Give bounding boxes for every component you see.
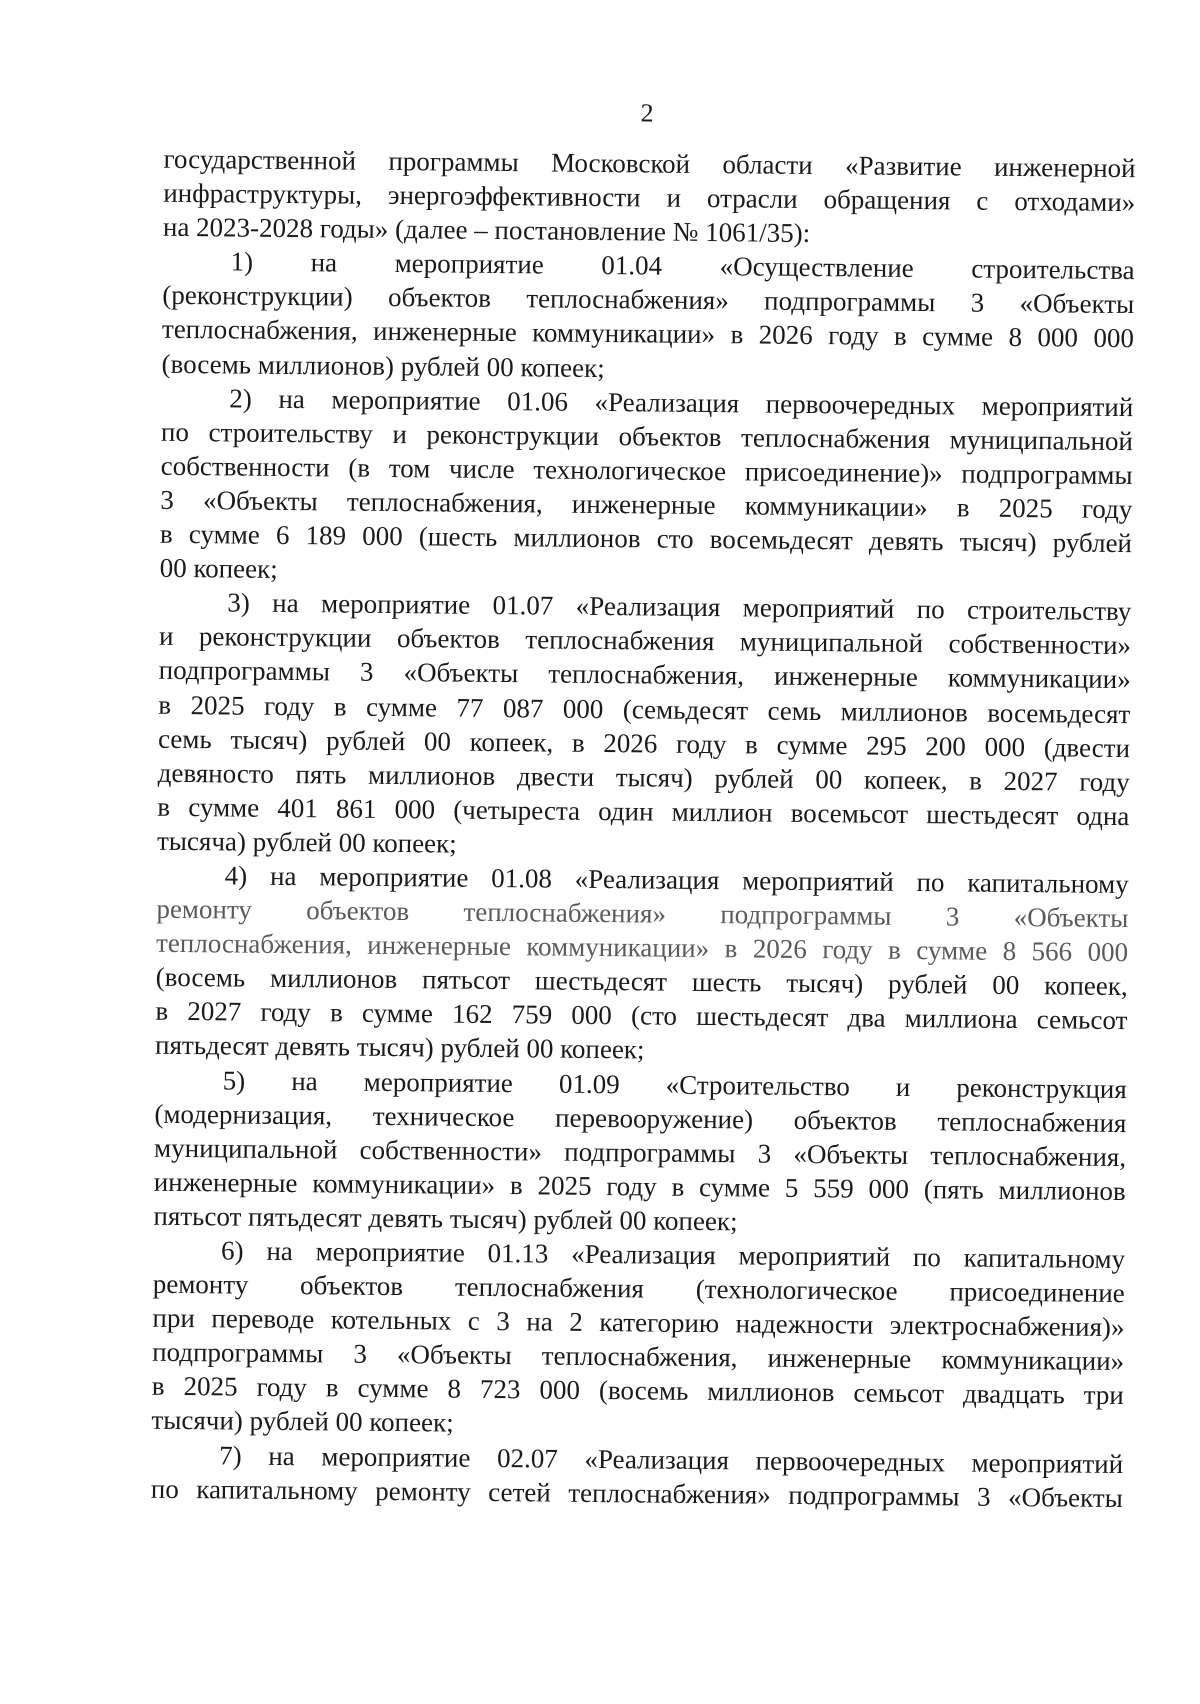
- text-line: 3) на мероприятие 01.07 «Реализация мероприятий по строительству: [227, 587, 1132, 627]
- text-line: в сумме 401 861 000 (четыреста один миллион восемьсот шестьдесят одна: [157, 791, 1130, 831]
- text-line: инфраструктуры, энергоэффективности и отрасли обращения с отходами»: [163, 177, 1136, 218]
- text-line: и реконструкции объектов теплоснабжения муниципальной собственности»: [158, 621, 1132, 661]
- text-line: в 2025 году в сумме 77 087 000 (семьдесят семь миллионов восемьдесят: [158, 689, 1131, 729]
- text-line: 1) на мероприятие 01.04 «Осуществление строительства: [230, 246, 1135, 286]
- text-line: инженерные коммуникации» в 2025 году в сумме 5 559 000 (пять миллионов: [153, 1166, 1126, 1206]
- text-line: пятьдесят девять тысяч) рублей 00 копеек;: [154, 1030, 645, 1065]
- text-line: при переводе котельных с 3 на 2 категорию надежности электроснабжения)»: [152, 1302, 1125, 1343]
- document-body: [151, 142, 1136, 1515]
- text-line: в 2027 году в сумме 162 759 000 (сто шестьдесят два миллиона семьсот: [155, 996, 1128, 1036]
- text-line: в сумме 6 189 000 (шесть миллионов сто восемьдесят девять тысяч) рублей: [159, 518, 1133, 559]
- text-line: девяносто пять миллионов двести тысяч) рублей 00 копеек, в 2027 году: [157, 757, 1130, 797]
- text-line: собственности (в том числе технологическое присоединение)» подпрограммы: [160, 450, 1133, 490]
- text-line: 2) на мероприятие 01.06 «Реализация первоочередных мероприятий: [229, 383, 1134, 422]
- text-line: ремонту объектов теплоснабжения (технологическое присоединение: [152, 1268, 1125, 1309]
- text-line: подпрограммы 3 «Объекты теплоснабжения, инженерные коммуникации»: [158, 655, 1131, 695]
- text-line: 4) на мероприятие 01.08 «Реализация мероприятий по капитальному: [224, 860, 1129, 900]
- text-line: в 2025 году в сумме 8 723 000 (восемь миллионов семьсот двадцать три: [151, 1371, 1124, 1411]
- text-line: 00 копеек;: [159, 552, 278, 585]
- text-line: 3 «Объекты теплоснабжения, инженерные коммуникации» в 2025 году: [160, 484, 1133, 525]
- text-line: (модернизация, техническое перевооружение) объектов теплоснабжения: [154, 1098, 1127, 1138]
- text-line: (реконструкции) объектов теплоснабжения» подпрограммы 3 «Объекты: [162, 280, 1135, 320]
- text-line: теплоснабжения, инженерные коммуникации» в 2026 году в сумме 8 000 000: [161, 314, 1135, 354]
- text-line: по капитальному ремонту сетей теплоснабжения» подпрограммы 3 «Объекты: [150, 1473, 1123, 1513]
- text-line: тысячи) рублей 00 копеек;: [151, 1405, 454, 1439]
- text-line: 5) на мероприятие 01.09 «Строительство и реконструкция: [222, 1064, 1127, 1104]
- text-line: 6) на мероприятие 01.13 «Реализация мероприятий по капитальному: [220, 1235, 1126, 1275]
- text-line: на 2023-2028 годы» (далее – постановление № 1061/35):: [162, 211, 811, 249]
- text-line: семь тысяч) рублей 00 копеек, в 2026 году в сумме 295 200 000 (двести: [157, 723, 1131, 763]
- text-line: 7) на мероприятие 02.07 «Реализация первоочередных мероприятий: [219, 1439, 1124, 1479]
- text-line: муниципальной собственности» подпрограммы 3 «Объекты теплоснабжения,: [153, 1132, 1127, 1172]
- text-line: подпрограммы 3 «Объекты теплоснабжения, инженерные коммуникации»: [152, 1337, 1125, 1377]
- text-line: государственной программы Московской области «Развитие инженерной: [163, 143, 1136, 184]
- text-line: (восемь миллионов пятьсот шестьдесят шесть тысяч) рублей 00 копеек,: [155, 961, 1128, 1002]
- text-line: (восемь миллионов) рублей 00 копеек;: [161, 348, 605, 383]
- text-line: по строительству и реконструкции объектов теплоснабжения муниципальной: [160, 416, 1134, 456]
- text-line: тысяча) рублей 00 копеек;: [156, 825, 457, 859]
- page-number: 2: [640, 98, 654, 128]
- text-line: ремонту объектов теплоснабжения» подпрограммы 3 «Объекты: [156, 893, 1129, 934]
- text-line: теплоснабжения, инженерные коммуникации» в 2026 году в сумме 8 566 000: [155, 927, 1129, 968]
- text-line: пятьсот пятьдесят девять тысяч) рублей 00 копеек;: [153, 1200, 738, 1237]
